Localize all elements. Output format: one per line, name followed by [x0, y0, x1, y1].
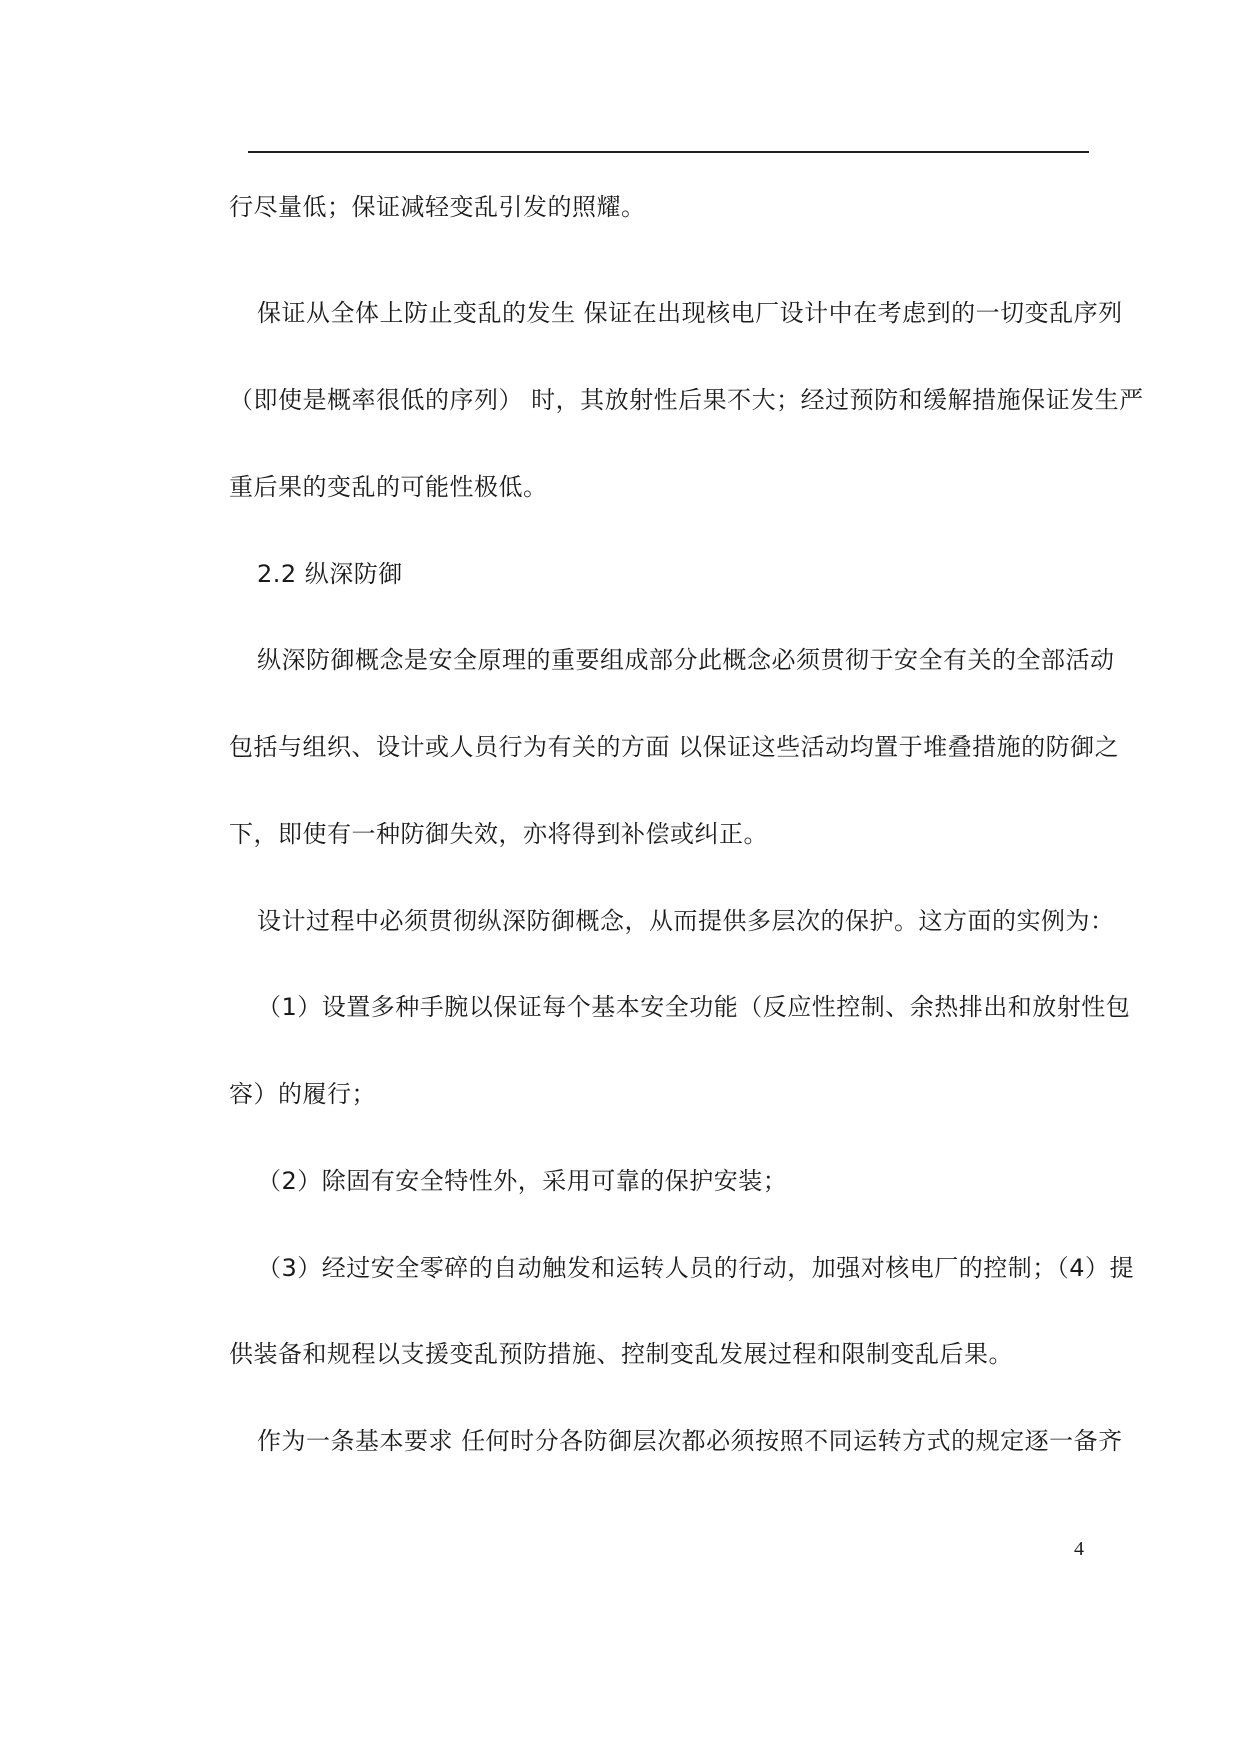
text-line-2: 保证从全体上防止变乱的发生 保证在出现核电厂设计中在考虑到的一切变乱序列 — [257, 299, 1123, 327]
list-item-2: （2）除固有安全特性外，采用可靠的保护安装； — [257, 1167, 788, 1195]
text-line-3: （即使是概率很低的序列） 时，其放射性后果不大；经过预防和缓解措施保证发生严 — [229, 386, 1144, 414]
text-line-1: 行尽量低；保证减轻变乱引发的照耀。 — [229, 193, 646, 221]
list-item-1: （1）设置多种手腕以保证每个基本安全功能（反应性控制、余热排出和放射性包 — [257, 993, 1131, 1021]
list-item-4-cont: 供装备和规程以支援变乱预防措施、控制变乱发展过程和限制变乱后果。 — [229, 1340, 1013, 1368]
text-line-4: 重后果的变乱的可能性极低。 — [229, 473, 548, 501]
header-rule — [248, 151, 1089, 153]
text-line-6: 纵深防御概念是安全原理的重要组成部分此概念必须贯彻于安全有关的全部活动 — [257, 646, 1115, 674]
list-item-3-4: （3）经过安全零碎的自动触发和运转人员的行动，加强对核电厂的控制；（4）提 — [257, 1254, 1135, 1282]
text-line-8: 下，即使有一种防御失效，亦将得到补偿或纠正。 — [229, 820, 768, 848]
text-line-15: 作为一条基本要求 任何时分各防御层次都必须按照不同运转方式的规定逐一备齐 — [257, 1427, 1123, 1455]
page-number: 4 — [1074, 1538, 1084, 1560]
section-heading-2-2: 2.2 纵深防御 — [257, 560, 403, 588]
list-item-1-cont: 容）的履行； — [229, 1080, 376, 1108]
text-line-7: 包括与组织、设计或人员行为有关的方面 以保证这些活动均置于堆叠措施的防御之 — [229, 733, 1120, 761]
text-line-9: 设计过程中必须贯彻纵深防御概念，从而提供多层次的保护。这方面的实例为： — [257, 907, 1115, 935]
